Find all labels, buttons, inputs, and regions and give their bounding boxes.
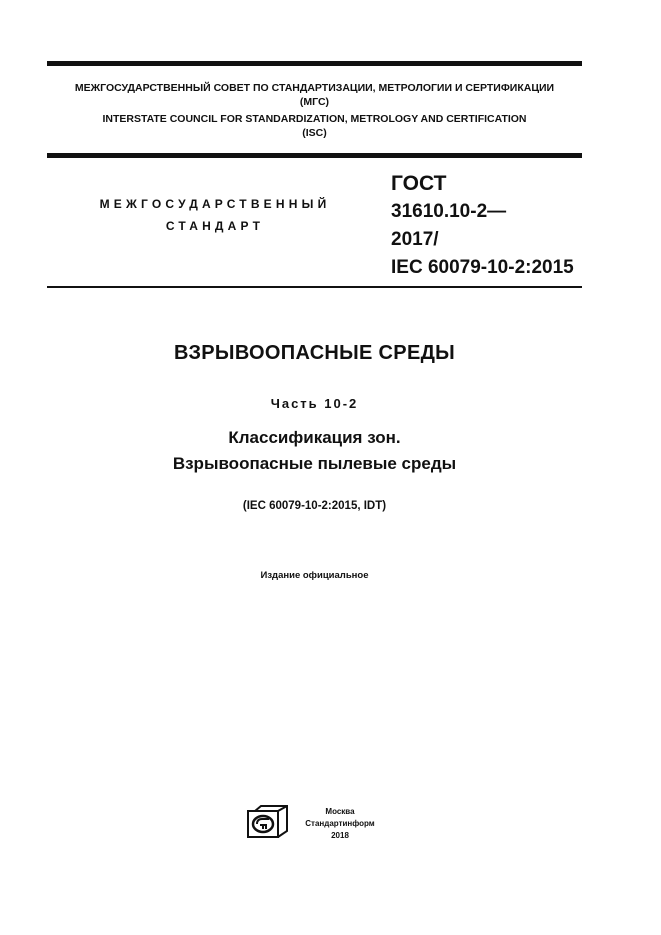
publisher-block — [292, 806, 388, 842]
header-divider — [47, 153, 582, 158]
subtitle-line2: Взрывоопасные пылевые среды — [172, 454, 457, 473]
council-ru-abbreviation: (МГС) — [299, 96, 330, 108]
top-divider — [47, 61, 582, 66]
standard-type-line2: СТАНДАРТ — [165, 219, 265, 233]
designation-iec: IEC 60079-10-2:2015 — [391, 257, 574, 278]
publication-year: 2018 — [331, 831, 349, 840]
council-ru-block — [47, 81, 582, 109]
council-en-block — [47, 112, 582, 140]
part-number: Часть 10-2 — [270, 396, 359, 411]
council-en-name: INTERSTATE COUNCIL FOR STANDARDIZATION, METROLOGY AND CERTIFICATION — [102, 113, 527, 125]
designation-gost: ГОСТ — [391, 172, 447, 195]
document-subtitle — [47, 425, 582, 477]
edition-note: Издание официальное — [260, 570, 369, 581]
council-ru-name: МЕЖГОСУДАРСТВЕННЫЙ СОВЕТ ПО СТАНДАРТИЗАЦИИ, МЕТРОЛОГИИ И СЕРТИФИКАЦИИ — [74, 82, 555, 94]
standard-designation — [391, 170, 574, 282]
standard-type-label — [90, 193, 340, 237]
designation-number: 31610.10-2— — [391, 201, 507, 222]
iec-reference: (IEC 60079-10-2:2015, IDT) — [242, 500, 387, 512]
publisher-name: Стандартинформ — [305, 819, 375, 828]
council-en-abbreviation: (ISC) — [302, 127, 327, 139]
publisher-city: Москва — [325, 807, 355, 816]
designation-year: 2017/ — [391, 229, 439, 250]
standard-type-line1: МЕЖГОСУДАРСТВЕННЫЙ — [99, 197, 331, 211]
document-title: ВЗРЫВООПАСНЫЕ СРЕДЫ — [173, 342, 456, 364]
subtitle-line1: Классификация зон. — [228, 428, 401, 447]
standartinform-logo-icon — [247, 805, 289, 839]
designation-divider — [47, 286, 582, 288]
